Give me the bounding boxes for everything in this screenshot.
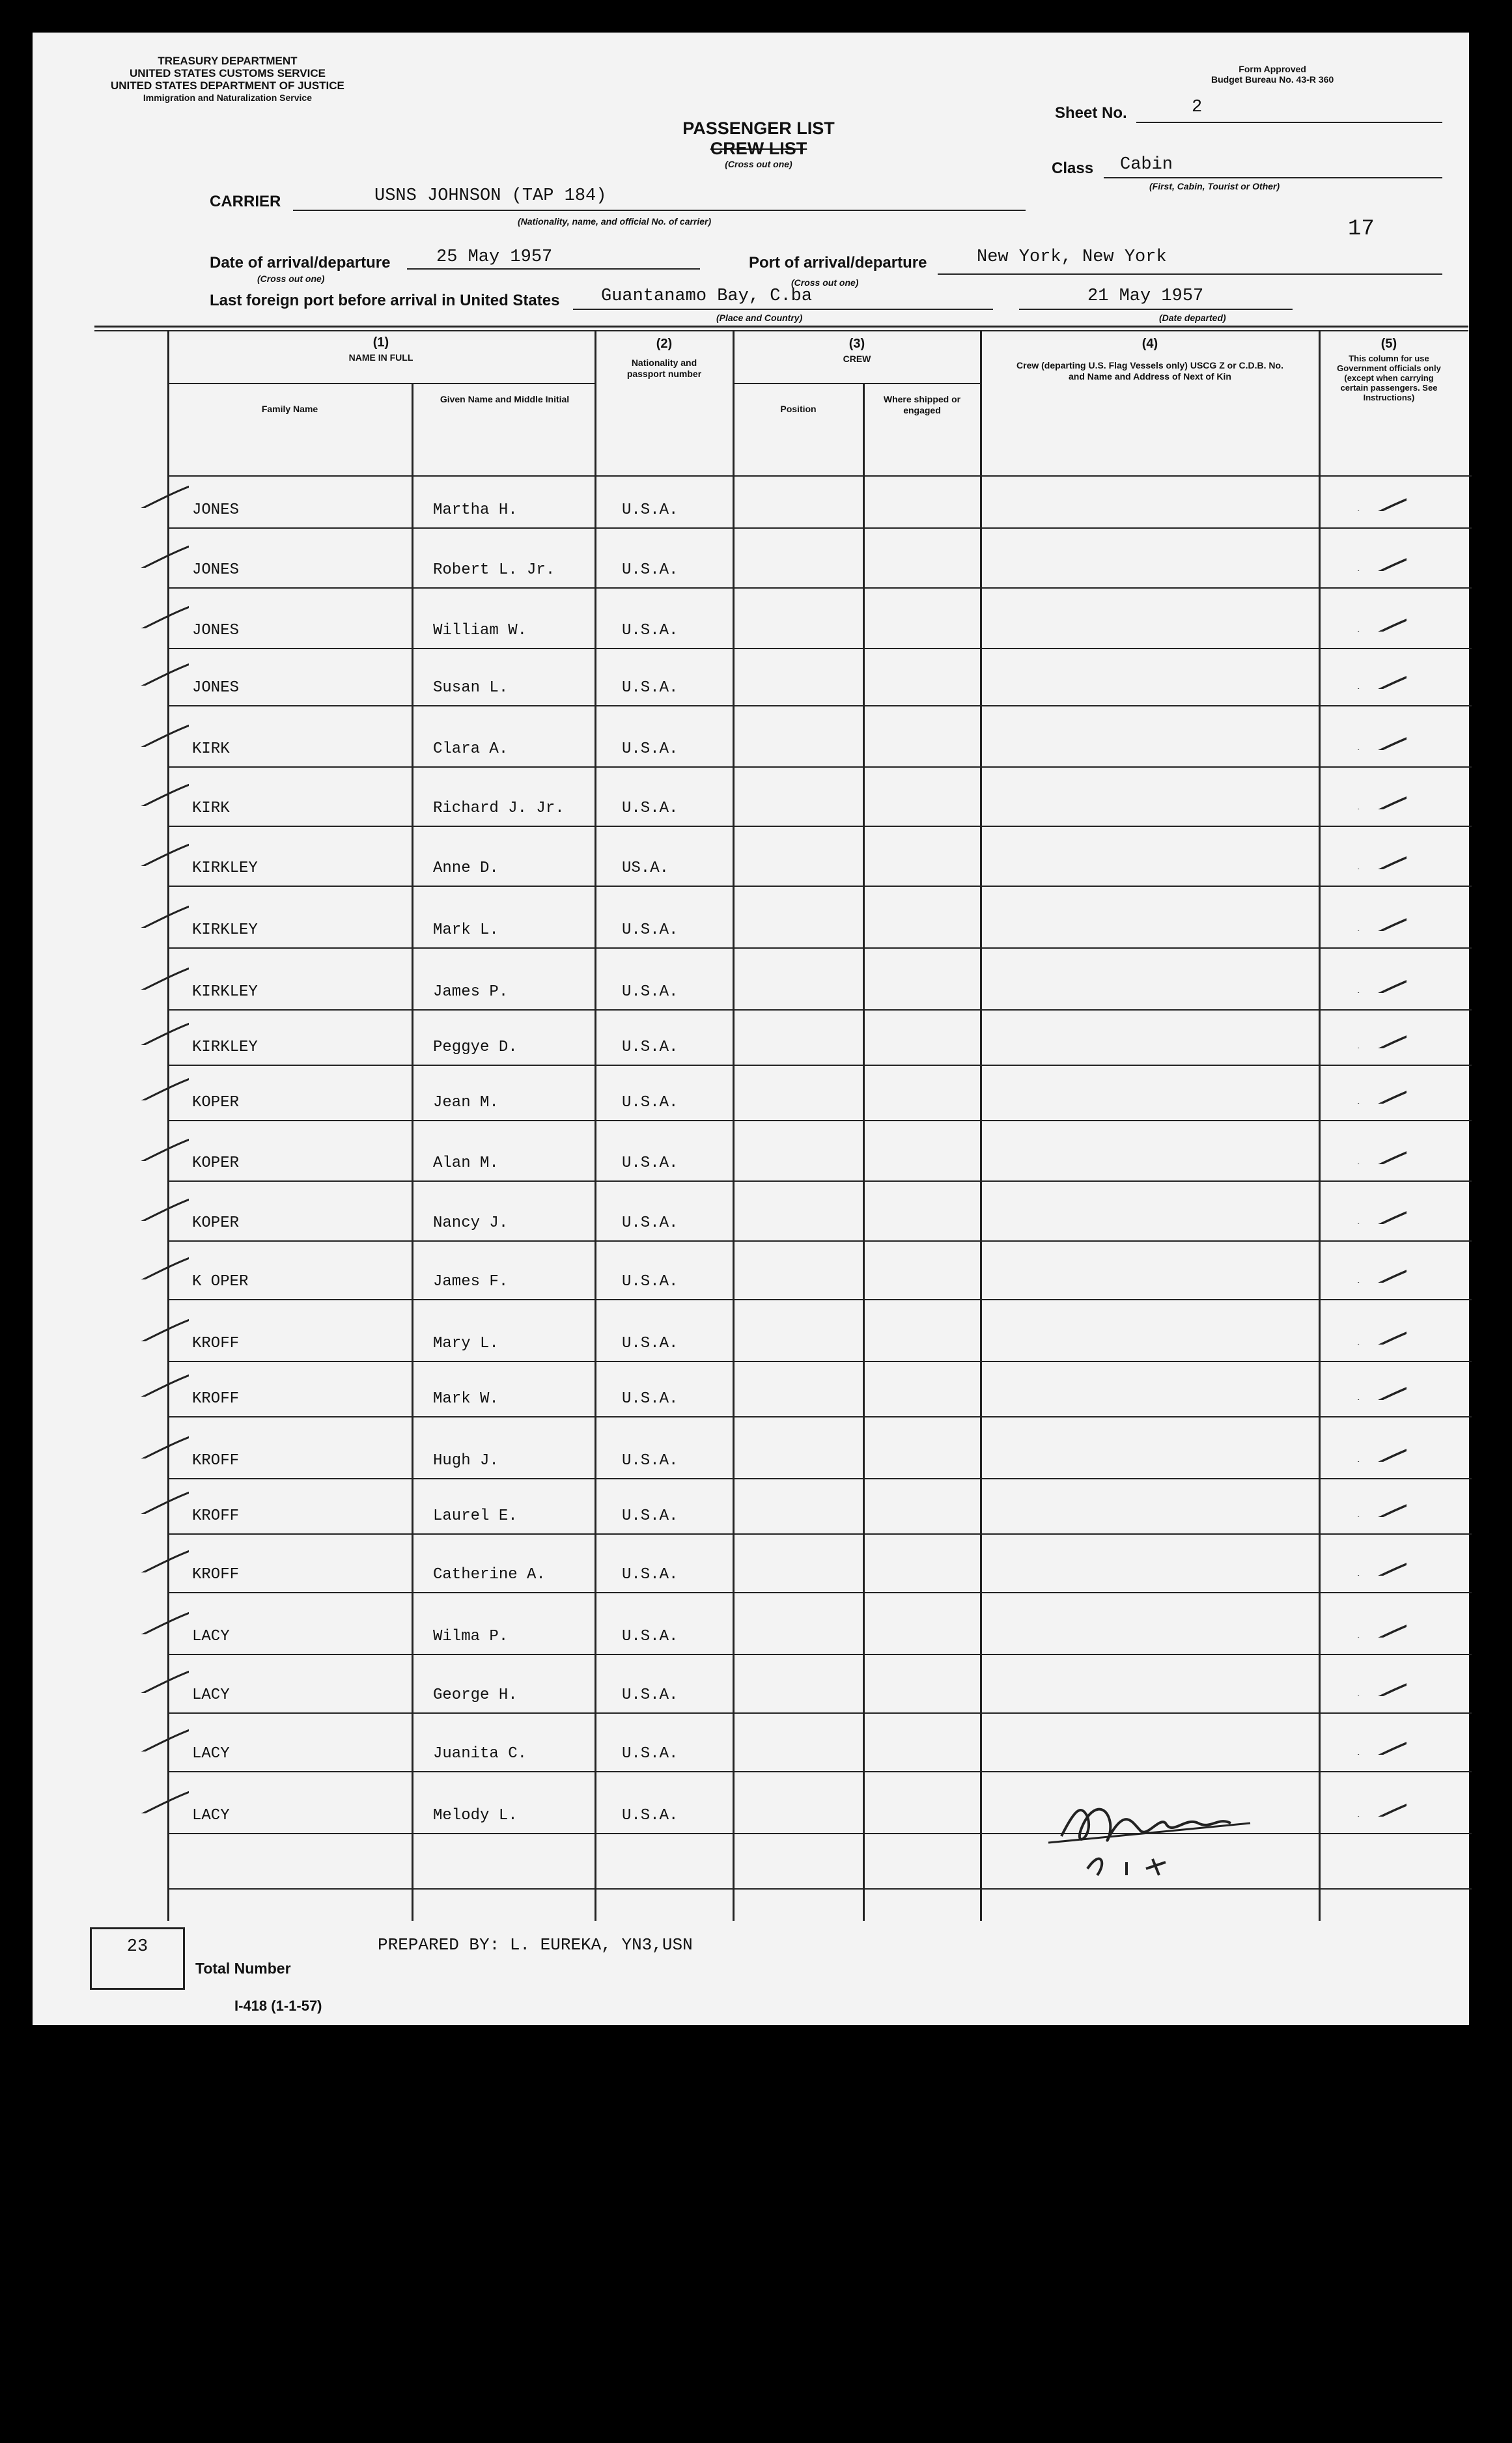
row-rule bbox=[167, 1180, 1472, 1182]
col3-number: (3) bbox=[848, 337, 865, 351]
departed-date-value: 21 May 1957 bbox=[1087, 286, 1204, 306]
nationality: U.S.A. bbox=[622, 561, 679, 579]
nationality: U.S.A. bbox=[622, 1273, 679, 1291]
margin-check-mark bbox=[117, 1608, 189, 1634]
family-name: JONES bbox=[192, 622, 240, 639]
given-name: Wilma P. bbox=[433, 1628, 509, 1645]
row-rule bbox=[167, 1712, 1472, 1714]
margin-check-mark bbox=[117, 1488, 189, 1514]
nationality: U.S.A. bbox=[622, 921, 679, 939]
official-check-mark bbox=[1354, 967, 1407, 993]
official-check-mark bbox=[1354, 783, 1407, 809]
carrier-note: (Nationality, name, and official No. of carrier) bbox=[518, 216, 712, 227]
margin-check-mark bbox=[117, 1371, 189, 1397]
official-check-mark bbox=[1354, 1022, 1407, 1048]
family-name: KOPER bbox=[192, 1214, 240, 1232]
col3-header bbox=[735, 339, 979, 365]
family-name: KIRK bbox=[192, 800, 230, 817]
family-name: KROFF bbox=[192, 1452, 240, 1470]
nationality: U.S.A. bbox=[622, 1214, 679, 1232]
carrier-value: USNS JOHNSON (TAP 184) bbox=[374, 186, 607, 206]
nationality: U.S.A. bbox=[622, 1094, 679, 1111]
col-divider-kin bbox=[980, 331, 982, 1921]
given-name: William W. bbox=[433, 622, 527, 639]
foreign-port-note: (Place and Country) bbox=[716, 313, 803, 323]
margin-check-mark bbox=[117, 602, 189, 628]
official-check-mark bbox=[1354, 1729, 1407, 1755]
family-name: KROFF bbox=[192, 1507, 240, 1525]
row-rule bbox=[167, 1361, 1472, 1362]
margin-check-mark bbox=[117, 780, 189, 806]
foreign-port-label: Last foreign port before arrival in United States bbox=[210, 292, 560, 309]
margin-check-mark bbox=[117, 1787, 189, 1813]
official-check-mark bbox=[1354, 1138, 1407, 1164]
family-name: KROFF bbox=[192, 1390, 240, 1408]
row-rule bbox=[167, 1299, 1472, 1300]
sheet-label: Sheet No. bbox=[1055, 104, 1127, 122]
port-label: Port of arrival/departure bbox=[749, 254, 927, 272]
margin-check-mark bbox=[117, 1432, 189, 1459]
col2-number: (2) bbox=[656, 337, 673, 351]
row-rule bbox=[167, 1065, 1472, 1066]
col1-title: NAME IN FULL bbox=[348, 352, 413, 363]
family-name: KIRKLEY bbox=[192, 859, 258, 877]
total-value: 23 bbox=[126, 1937, 148, 1957]
family-name: LACY bbox=[192, 1745, 230, 1763]
nationality: U.S.A. bbox=[622, 800, 679, 817]
row-rule bbox=[167, 1416, 1472, 1417]
row-rule bbox=[167, 826, 1472, 827]
row-rule bbox=[167, 1771, 1472, 1772]
given-name: Martha H. bbox=[433, 501, 518, 519]
col1a-header: Family Name bbox=[261, 404, 318, 414]
margin-check-mark bbox=[117, 964, 189, 990]
margin-check-mark bbox=[117, 1135, 189, 1161]
margin-check-mark bbox=[117, 482, 189, 508]
given-name: Mary L. bbox=[433, 1335, 499, 1352]
agency-line-3: UNITED STATES DEPARTMENT OF JUSTICE bbox=[111, 79, 344, 92]
class-note: (First, Cabin, Tourist or Other) bbox=[1149, 181, 1280, 191]
margin-check-mark bbox=[117, 721, 189, 747]
sheet-underline bbox=[1136, 122, 1442, 123]
row-rule bbox=[167, 527, 1472, 529]
nationality: U.S.A. bbox=[622, 1628, 679, 1645]
family-name: JONES bbox=[192, 501, 240, 519]
port-value: New York, New York bbox=[977, 247, 1167, 267]
col4-number: (4) bbox=[1141, 337, 1158, 351]
given-name: Robert L. Jr. bbox=[433, 561, 555, 579]
col5-header bbox=[1321, 339, 1457, 402]
form-approved bbox=[1211, 64, 1334, 85]
official-check-mark bbox=[1354, 843, 1407, 869]
arrival-date-underline bbox=[407, 268, 700, 270]
col2-title: Nationality and passport number bbox=[626, 357, 702, 379]
margin-check-mark bbox=[117, 1253, 189, 1279]
given-name: James P. bbox=[433, 983, 509, 1001]
official-check-mark bbox=[1354, 606, 1407, 632]
sheet-value: 2 bbox=[1192, 98, 1203, 117]
given-name: Hugh J. bbox=[433, 1452, 499, 1470]
given-name: Mark W. bbox=[433, 1390, 499, 1408]
row-rule bbox=[167, 705, 1472, 706]
row-rule bbox=[167, 648, 1472, 649]
official-check-mark bbox=[1354, 1550, 1407, 1576]
margin-check-mark bbox=[117, 1315, 189, 1341]
table-top-rule bbox=[94, 326, 1468, 328]
nationality: U.S.A. bbox=[622, 983, 679, 1001]
official-check-mark bbox=[1354, 1436, 1407, 1462]
row-rule bbox=[167, 587, 1472, 589]
row-rule bbox=[167, 1478, 1472, 1479]
carrier-underline bbox=[293, 210, 1026, 211]
nationality: U.S.A. bbox=[622, 1745, 679, 1763]
margin-check-mark bbox=[117, 1546, 189, 1572]
foreign-port-value: Guantanamo Bay, C.ba bbox=[601, 286, 813, 306]
col3-subheader-rule bbox=[733, 383, 981, 384]
given-name: James F. bbox=[433, 1273, 509, 1291]
official-check-mark bbox=[1354, 724, 1407, 750]
port-underline bbox=[938, 273, 1442, 275]
given-name: Clara A. bbox=[433, 740, 509, 758]
given-name: Mark L. bbox=[433, 921, 499, 939]
official-check-mark bbox=[1354, 545, 1407, 571]
margin-check-mark bbox=[117, 1195, 189, 1221]
nationality: U.S.A. bbox=[622, 1390, 679, 1408]
official-check-mark bbox=[1354, 1257, 1407, 1283]
given-name: Nancy J. bbox=[433, 1214, 509, 1232]
nationality: U.S.A. bbox=[622, 501, 679, 519]
col-divider-crew bbox=[733, 331, 735, 1921]
family-name: KOPER bbox=[192, 1154, 240, 1172]
margin-check-mark bbox=[117, 542, 189, 568]
official-check-mark bbox=[1354, 1078, 1407, 1104]
table-top-rule-2 bbox=[94, 330, 1468, 331]
nationality: U.S.A. bbox=[622, 1154, 679, 1172]
form-approved-line-2: Budget Bureau No. 43-R 360 bbox=[1211, 74, 1334, 85]
given-name: Anne D. bbox=[433, 859, 499, 877]
row-rule bbox=[167, 1533, 1472, 1535]
family-name: KIRK bbox=[192, 740, 230, 758]
form-title bbox=[677, 119, 840, 169]
nationality: U.S.A. bbox=[622, 1807, 679, 1824]
col3-title: CREW bbox=[843, 354, 871, 364]
official-check-mark bbox=[1354, 1374, 1407, 1400]
col1-header bbox=[169, 337, 593, 363]
official-check-mark bbox=[1354, 1198, 1407, 1224]
row-rule bbox=[167, 1009, 1472, 1011]
official-check-mark bbox=[1354, 1612, 1407, 1638]
col-divider-given bbox=[412, 383, 413, 1921]
family-name: KROFF bbox=[192, 1335, 240, 1352]
arrival-date-value: 25 May 1957 bbox=[436, 247, 553, 267]
col-divider-officials bbox=[1319, 331, 1321, 1921]
col4-title: Crew (departing U.S. Flag Vessels only) USCG Z or C.D.B. No. and Name and Address of Next of Kin bbox=[1016, 360, 1283, 382]
title-note: (Cross out one) bbox=[725, 159, 792, 169]
prepared-by: PREPARED BY: L. EUREKA, YN3,USN bbox=[378, 1935, 693, 1955]
margin-check-mark bbox=[117, 1725, 189, 1752]
agency-line-1: TREASURY DEPARTMENT bbox=[158, 55, 298, 67]
row-rule bbox=[167, 1240, 1472, 1242]
family-name: JONES bbox=[192, 561, 240, 579]
row-rule bbox=[167, 475, 1472, 477]
foreign-port-underline bbox=[573, 309, 993, 310]
col5-number: (5) bbox=[1380, 337, 1397, 351]
official-check-mark bbox=[1354, 1791, 1407, 1817]
col-divider-shipped bbox=[863, 383, 865, 1921]
departed-date-note: (Date departed) bbox=[1159, 313, 1226, 323]
nationality: U.S.A. bbox=[622, 679, 679, 697]
col1-number: (1) bbox=[372, 335, 389, 350]
family-name: KIRKLEY bbox=[192, 983, 258, 1001]
nationality: U.S.A. bbox=[622, 1039, 679, 1056]
form-number: I-418 (1-1-57) bbox=[234, 1998, 322, 2014]
agency-line-2: UNITED STATES CUSTOMS SERVICE bbox=[129, 67, 326, 79]
col3b-header: Where shipped or engaged bbox=[883, 394, 961, 415]
row-rule bbox=[167, 1592, 1472, 1593]
col4-header bbox=[982, 339, 1318, 382]
family-name: LACY bbox=[192, 1686, 230, 1704]
col5-title: This column for use Government officials only (except when carrying certain passengers. See Instructions) bbox=[1337, 354, 1441, 402]
given-name: Jean M. bbox=[433, 1094, 499, 1111]
row-rule bbox=[167, 947, 1472, 949]
official-check-mark bbox=[1354, 905, 1407, 931]
given-name: Juanita C. bbox=[433, 1745, 527, 1763]
nationality: U.S.A. bbox=[622, 1566, 679, 1584]
passenger-list-form bbox=[33, 33, 1469, 2025]
family-name: KIRKLEY bbox=[192, 1039, 258, 1056]
class-value: Cabin bbox=[1120, 155, 1173, 174]
margin-check-mark bbox=[117, 1019, 189, 1045]
given-name: Melody L. bbox=[433, 1807, 518, 1824]
title-crew-list: CREW LIST bbox=[710, 139, 807, 158]
signature-drawing bbox=[1035, 1778, 1283, 1895]
margin-check-mark bbox=[117, 840, 189, 866]
page-number: 17 bbox=[1348, 217, 1375, 242]
margin-check-mark bbox=[117, 902, 189, 928]
row-rule bbox=[167, 1120, 1472, 1121]
row-rule bbox=[167, 1654, 1472, 1655]
official-check-mark bbox=[1354, 485, 1407, 511]
family-name: KROFF bbox=[192, 1566, 240, 1584]
nationality: U.S.A. bbox=[622, 1335, 679, 1352]
nationality: US.A. bbox=[622, 859, 669, 877]
margin-check-mark bbox=[117, 1074, 189, 1100]
row-rule bbox=[167, 886, 1472, 887]
nationality: U.S.A. bbox=[622, 1452, 679, 1470]
official-check-mark bbox=[1354, 1670, 1407, 1696]
form-approved-line-1: Form Approved bbox=[1239, 64, 1306, 74]
title-passenger-list: PASSENGER LIST bbox=[682, 119, 835, 138]
total-label: Total Number bbox=[195, 1960, 291, 1977]
given-name: Richard J. Jr. bbox=[433, 800, 565, 817]
class-underline bbox=[1104, 177, 1442, 178]
port-cross-note: (Cross out one) bbox=[791, 277, 859, 288]
nationality: U.S.A. bbox=[622, 1507, 679, 1525]
given-name: Susan L. bbox=[433, 679, 509, 697]
family-name: LACY bbox=[192, 1628, 230, 1645]
margin-check-mark bbox=[117, 660, 189, 686]
row-rule bbox=[167, 766, 1472, 768]
departed-date-underline bbox=[1019, 309, 1293, 310]
agency-line-4: Immigration and Naturalization Service bbox=[143, 92, 312, 103]
given-name: Peggye D. bbox=[433, 1039, 518, 1056]
family-name: KIRKLEY bbox=[192, 921, 258, 939]
given-name: Alan M. bbox=[433, 1154, 499, 1172]
official-check-mark bbox=[1354, 1319, 1407, 1345]
arrival-cross-note: (Cross out one) bbox=[257, 273, 325, 284]
col1b-header: Given Name and Middle Initial bbox=[440, 394, 570, 404]
margin-check-mark bbox=[117, 1667, 189, 1693]
official-check-mark bbox=[1354, 663, 1407, 689]
given-name: Catherine A. bbox=[433, 1566, 546, 1584]
arrival-date-label: Date of arrival/departure bbox=[210, 254, 391, 272]
nationality: U.S.A. bbox=[622, 740, 679, 758]
nationality: U.S.A. bbox=[622, 622, 679, 639]
family-name: LACY bbox=[192, 1807, 230, 1824]
class-label: Class bbox=[1052, 160, 1094, 177]
col3a-header: Position bbox=[780, 404, 817, 414]
given-name: George H. bbox=[433, 1686, 518, 1704]
col-divider-nationality bbox=[595, 331, 596, 1921]
family-name: K OPER bbox=[192, 1273, 249, 1291]
agency-header bbox=[111, 55, 344, 104]
col2-header bbox=[596, 339, 732, 380]
carrier-label: CARRIER bbox=[210, 193, 281, 210]
col1-subheader-rule bbox=[167, 383, 596, 384]
nationality: U.S.A. bbox=[622, 1686, 679, 1704]
given-name: Laurel E. bbox=[433, 1507, 518, 1525]
family-name: KOPER bbox=[192, 1094, 240, 1111]
official-check-mark bbox=[1354, 1491, 1407, 1517]
family-name: JONES bbox=[192, 679, 240, 697]
total-box bbox=[90, 1927, 185, 1990]
